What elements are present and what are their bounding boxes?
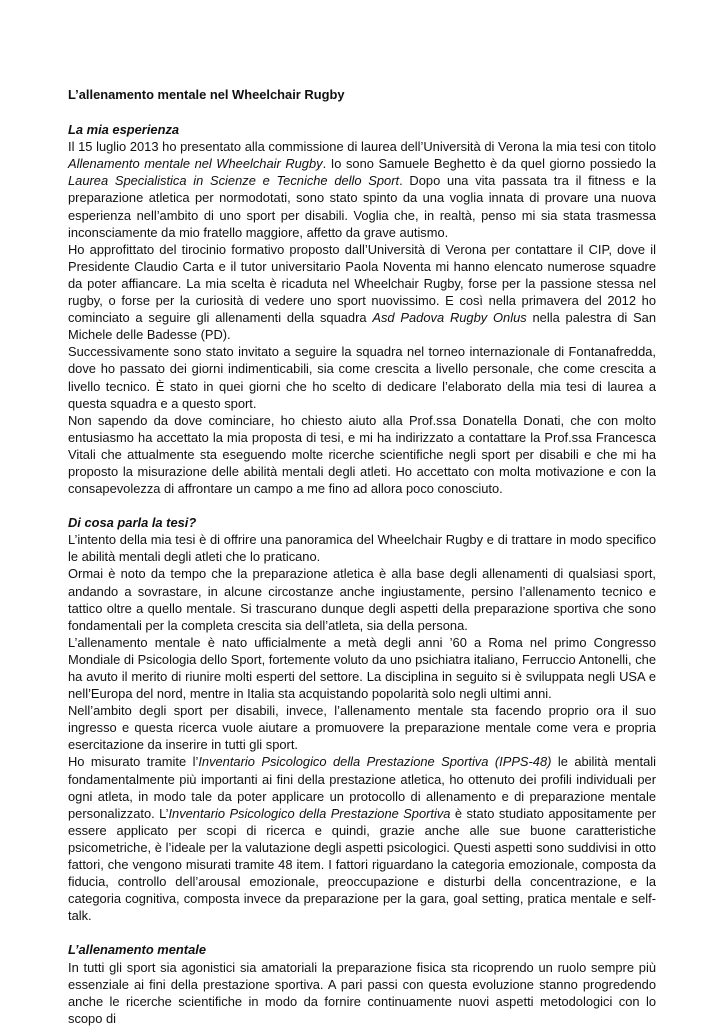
italic-text: Allenamento mentale nel Wheelchair Rugby xyxy=(68,156,323,172)
paragraph xyxy=(68,753,656,924)
italic-text: Laurea Specialistica in Scienze e Tecniche dello Sport xyxy=(68,173,400,189)
text-run: . Dopo una vita passata tra il fitness e la preparazione atletica per normodotati, sono stato spinto da una voglia innata di provare una nuova esperienza nell’ambito di uno sport per disabili. Voglia che, in realtà, penso mi sia stata trasmessa inconsciamente da mio fratello maggiore, affetto da grave autismo. xyxy=(68,173,656,240)
text-run: Il 15 luglio 2013 ho presentato alla commissione di laurea dell’Università di Verona la mia tesi con titolo xyxy=(68,139,656,155)
italic-text: Asd Padova Rugby Onlus xyxy=(372,310,527,326)
section xyxy=(68,941,656,1026)
text-run: Successivamente sono stato invitato a seguire la squadra nel torneo internazionale di Fontanafredda, dove ho passato dei giorni indimenticabili, sia come crescita a livello personale, che come crescita a livello tecnico. È stato in quei giorni che ho scelto di dedicare l’elaborato della mia tesi di laurea a questa squadra e a questo sport. xyxy=(68,344,656,411)
text-run: Non sapendo da dove cominciare, ho chiesto aiuto alla Prof.ssa Donatella Donati, che con molto entusiasmo ha accettato la mia proposta di tesi, e mi ha indirizzato a contattare la Prof.ssa Francesca Vitali che attualmente sta eseguendo molte ricerche scientifiche negli sport per disabili e che mi ha proposto la misurazione delle abilità mentali degli atleti. Ho accettato con molta motivazione e con la consapevolezza di affrontare un campo a me fino ad allora poco conosciuto. xyxy=(68,412,656,497)
italic-text: Inventario Psicologico della Prestazione Sportiva xyxy=(168,805,451,821)
text-run: le abilità mentali fondamentalmente più importanti ai fini della prestazione atletica, ho ottenuto dei profili individuali per ogni atleta, in modo tale da poter applicare un protocollo di allenamento e di preparazione mentale personalizzato. L’ xyxy=(68,754,656,821)
text-run: è stato studiato appositamente per essere applicato per scopi di ricerca e quindi, grazie anche alle sue buone caratteristiche psicometriche, è l’ideale per la valutazione degli aspetti psicologici. Questi aspetti sono suddivisi in otto fattori, che vengono misurati tramite 48 item. I fattori riguardano la categoria emozionale, composta da fiducia, controllo dell’arousal emozionale, preoccupazione e disturbi della concentrazione, e la categoria cognitiva, composta invece da preparazione per la gara, goal setting, pratica mentale e self-talk. xyxy=(68,805,656,924)
text-run: Ho misurato tramite l’ xyxy=(68,754,199,770)
paragraph xyxy=(68,343,656,411)
section-heading: L’allenamento mentale xyxy=(68,942,207,958)
document-title: L’allenamento mentale nel Wheelchair Rugby xyxy=(68,87,345,102)
paragraph xyxy=(68,412,656,497)
text-run: In tutti gli sport sia agonistici sia amatoriali la preparazione fisica sta ricoprendo un ruolo sempre più essenziale ai fini della prestazione sportiva. A pari passi con questa evoluzione stanno progredendo anche le ricerche scientifiche in modo da fornire continuamente nuovi aspetti metodologici con lo scopo di xyxy=(68,959,656,1026)
text-run: Ormai è noto da tempo che la preparazione atletica è alla base degli allenamenti di qualsiasi sport, andando a sovrastare, in alcune circostanze anche ingiustamente, persino l’allenamento tecnico e tattico oltre a quello mentale. Si trascurano dunque degli aspetti della preparazione sportiva che sono fondamentali per la completa crescita sia dell’atleta, sia della persona. xyxy=(68,566,656,633)
text-run: Nell’ambito degli sport per disabili, invece, l’allenamento mentale sta facendo proprio ora il suo ingresso e questa ricerca vuole aiutare a promuovere la preparazione mentale come vera e propria esercitazione da inserire in tutti gli sport. xyxy=(68,703,656,753)
paragraph xyxy=(68,565,656,633)
text-run: . Io sono Samuele Beghetto è da quel giorno possiedo la xyxy=(322,156,656,172)
text-run: nella palestra di San Michele delle Badesse (PD). xyxy=(68,310,657,343)
paragraph xyxy=(68,634,656,702)
paragraph xyxy=(68,531,656,565)
text-run: Ho approfittato del tirocinio formativo proposto dall’Università di Verona per contattare il CIP, dove il Presidente Claudio Carta e il tutor universitario Paola Noventa mi hanno elencato numerose squadre da poter affiancare. La mia scelta è ricaduta nel Wheelchair Rugby, forse per la passione stessa nel rugby, o forse per la curiosità di vedere uno sport nuovissimo. E così nella primavera del 2012 ho cominciato a seguire gli allenamenti della squadra xyxy=(68,241,656,326)
paragraph xyxy=(68,959,656,1027)
section-heading: Di cosa parla la tesi? xyxy=(68,515,197,531)
document-body xyxy=(68,121,656,1027)
text-run: L’intento della mia tesi è di offrire una panoramica del Wheelchair Rugby e di trattare in modo specifico le abilità mentali degli atleti che lo praticano. xyxy=(68,532,656,565)
paragraph xyxy=(68,702,656,753)
paragraph xyxy=(68,241,656,344)
italic-text: Inventario Psicologico della Prestazione Sportiva (IPPS-48) xyxy=(198,754,552,770)
section-heading: La mia esperienza xyxy=(68,122,180,138)
paragraph xyxy=(68,138,656,241)
section xyxy=(68,514,656,924)
text-run: L’allenamento mentale è nato ufficialmente a metà degli anni ’60 a Roma nel primo Congresso Mondiale di Psicologia dello Sport, fortemente voluto da uno psichiatra italiano, Ferruccio Antonelli, che ha avuto il merito di riunire molti esperti del settore. La disciplina in seguito si è sviluppata negli USA e nell’Europa del nord, mentre in Italia sta acquistando popolarità solo negli ultimi anni. xyxy=(68,634,656,702)
section xyxy=(68,121,656,497)
